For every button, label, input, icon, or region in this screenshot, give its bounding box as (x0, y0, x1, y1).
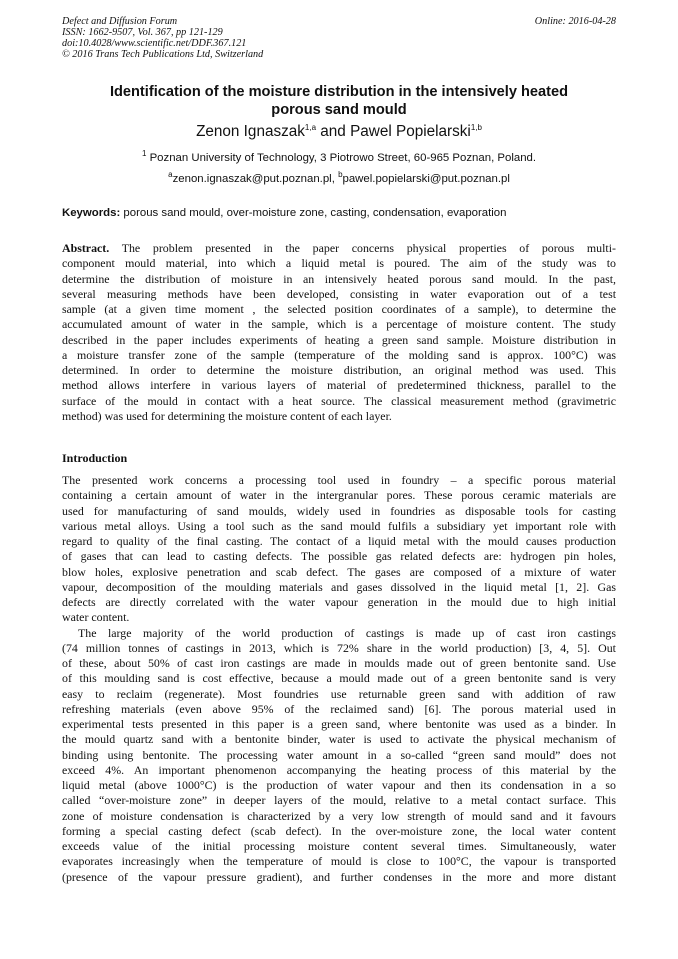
affiliation-text: Poznan University of Technology, 3 Piotrowo Street, 60-965 Poznan, Poland. (146, 152, 537, 164)
journal-name: Defect and Diffusion Forum (62, 16, 178, 27)
intro-line: liquid metal (above 1000°C) is the production of water vapour and then its condensation in a so (62, 778, 616, 792)
intro-line: refreshing materials (even above 95% of the reclaimed sand) [6]. The porous material used in (62, 701, 616, 716)
abstract-line: accumulated amount of water in the sample, which is a percentage of moisture content. The study (62, 317, 616, 332)
abstract-line: Abstract. The problem presented in the paper concerns physical properties of porous multi- (62, 241, 616, 255)
intro-line: evaporates increasingly when the temperature of mould is close to 100°C, the vapour is transported (62, 854, 616, 869)
journal-issn: ISSN: 1662-9507, Vol. 367, pp 121-129 (62, 27, 223, 38)
journal-doi[interactable]: doi:10.4028/www.scientific.net/DDF.367.121 (62, 38, 247, 49)
intro-line: forming a special casting defect (scab defect). In the over-moisture zone, the local water content (62, 823, 616, 838)
intro-line: The presented work concerns a processing tool used in foundry – a specific porous material (62, 473, 616, 487)
author-1-affiliation-mark: 1,a (304, 122, 317, 132)
intro-line: vapour, decomposition of the moulding materials and gases dissolved in the liquid metal [1, 2]. Gas (62, 579, 616, 594)
intro-line: regard to quality of the final casting. The contact of a liquid metal with the mould causes production (62, 534, 616, 548)
paper-title-line-2: porous sand mould (271, 102, 407, 118)
intro-line: (74 million tonnes of castings in 2013, which is 72% share in the world production) [3, 4, 5]. Out (62, 640, 616, 655)
intro-line: blow holes, explosive penetration and scab defect. The gases are composed of a mixture of water (62, 564, 616, 579)
abstract-line: described in the paper includes experiments of heating a green sand sample. Moisture distribution in (62, 332, 616, 347)
intro-line: exceed 4%. An important phenomenon accompanying the heating process of this material by the (62, 762, 616, 777)
intro-line: of gases that can lead to casting defects. The possible gas related defects are: hydrogen pin holes, (62, 549, 616, 564)
intro-line: water content. (62, 610, 130, 625)
author-1: Zenon Ignaszak (196, 123, 305, 140)
email-a-link[interactable]: zenon.ignaszak@put.poznan.pl (172, 173, 332, 185)
abstract-line: determine the distribution of moisture in an intensively heated porous sand mould. In the past, (62, 271, 616, 286)
journal-copyright: © 2016 Trans Tech Publications Ltd, Switzerland (62, 49, 264, 60)
abstract-line: component mould material, into which a liquid metal is poured. The aim of the study was to (62, 256, 616, 271)
abstract-line: a moisture transfer zone of the sample (temperature of the molding sand is approx. 100°C) was (62, 347, 616, 362)
abstract-line: surface of the mould in contact with a heat source. The classical measurement method (gravimetric (62, 393, 616, 408)
intro-line: of this moulding sand is cost effective, because a mould made out of a green bentonite sand is very (62, 671, 616, 686)
abstract-line: determined. In order to determine the moisture distribution, an original method was used. This (62, 363, 616, 377)
affiliation-mark: 1 (141, 149, 147, 159)
keywords-label: Keywords: (62, 207, 121, 219)
email-a-mark: a (168, 170, 173, 180)
abstract-line: sample (at a given time moment , the selected position coordinates of a sample), to determine the (62, 302, 616, 316)
author-emails (62, 172, 616, 186)
paper-title (62, 83, 616, 119)
intro-line: experimental tests presented in this paper is a green sand, where bentonite was used as a binder. In (62, 717, 616, 731)
author-list (62, 123, 616, 141)
abstract-label: Abstract. (62, 241, 110, 255)
author-connector: and (316, 123, 351, 140)
intro-line: used for manufacturing of sand moulds, widely used in foundries as disposable tools for casting (62, 503, 616, 518)
intro-line: of these, about 50% of cast iron castings are made in moulds made out of green bentonite sand. Use (62, 656, 616, 670)
email-b-link[interactable]: pawel.popielarski@put.poznan.pl (342, 173, 510, 185)
section-heading-introduction: Introduction (62, 451, 128, 465)
intro-line: the mould quartz sand with a bentonite binder, water is used to activate the physical mechanism of (62, 732, 616, 747)
introduction-body (62, 473, 616, 885)
keywords-text: porous sand mould, over-moisture zone, casting, condensation, evaporation (120, 207, 507, 219)
keywords (62, 206, 616, 220)
paper-title-line-1: Identification of the moisture distribution in the intensively heated (109, 84, 569, 100)
intro-line: defects are directly correlated with the water vapour generation in the mould due to high initial (62, 595, 616, 609)
author-2-affiliation-mark: 1,b (470, 122, 482, 132)
journal-header (62, 16, 263, 60)
affiliation (62, 151, 616, 165)
email-separator: , (331, 173, 339, 185)
intro-line: The large majority of the world production of castings is made up of cast iron castings (78, 625, 616, 640)
abstract-line: several measuring methods have been developed, consisting in water evaporation out of a test (62, 286, 616, 301)
email-b-mark: b (338, 170, 343, 180)
intro-line: called “over-moisture zone” in deeper layers of the mould, relative to a metal contact surface. This (62, 793, 616, 808)
intro-line: exceeds value of the initial processing moisture content several times. Simultaneously, water (62, 839, 616, 853)
abstract-line: method allows interfere in various layers of material of predetermined thickness, parallel to the (62, 378, 616, 393)
intro-line: zone of moisture condensation is characterized by a very low strength of mould sand and it favours (62, 808, 616, 823)
intro-line: containing a certain amount of water in the intergranular pores. These porous ceramic materials are (62, 488, 616, 503)
abstract-line: method) was used for determining the moisture content of each layer. (62, 408, 392, 423)
intro-line: easy to reclaim (regenerate). Most foundries use returnable green sand with addition of raw (62, 686, 616, 701)
intro-line: (presence of the vapour pressure gradient), and further condenses in the more and more distant (62, 869, 616, 884)
online-date: Online: 2016-04-28 (534, 16, 616, 27)
intro-line: various metal alloys. Using a tool such as the sand mould fulfils a subsidiary yet important role with (62, 518, 616, 533)
intro-line: binding using bentonite. The processing water amount in a so-called “green sand mould” does not (62, 747, 616, 762)
abstract (62, 241, 616, 424)
author-2: Pawel Popielarski (350, 123, 471, 140)
